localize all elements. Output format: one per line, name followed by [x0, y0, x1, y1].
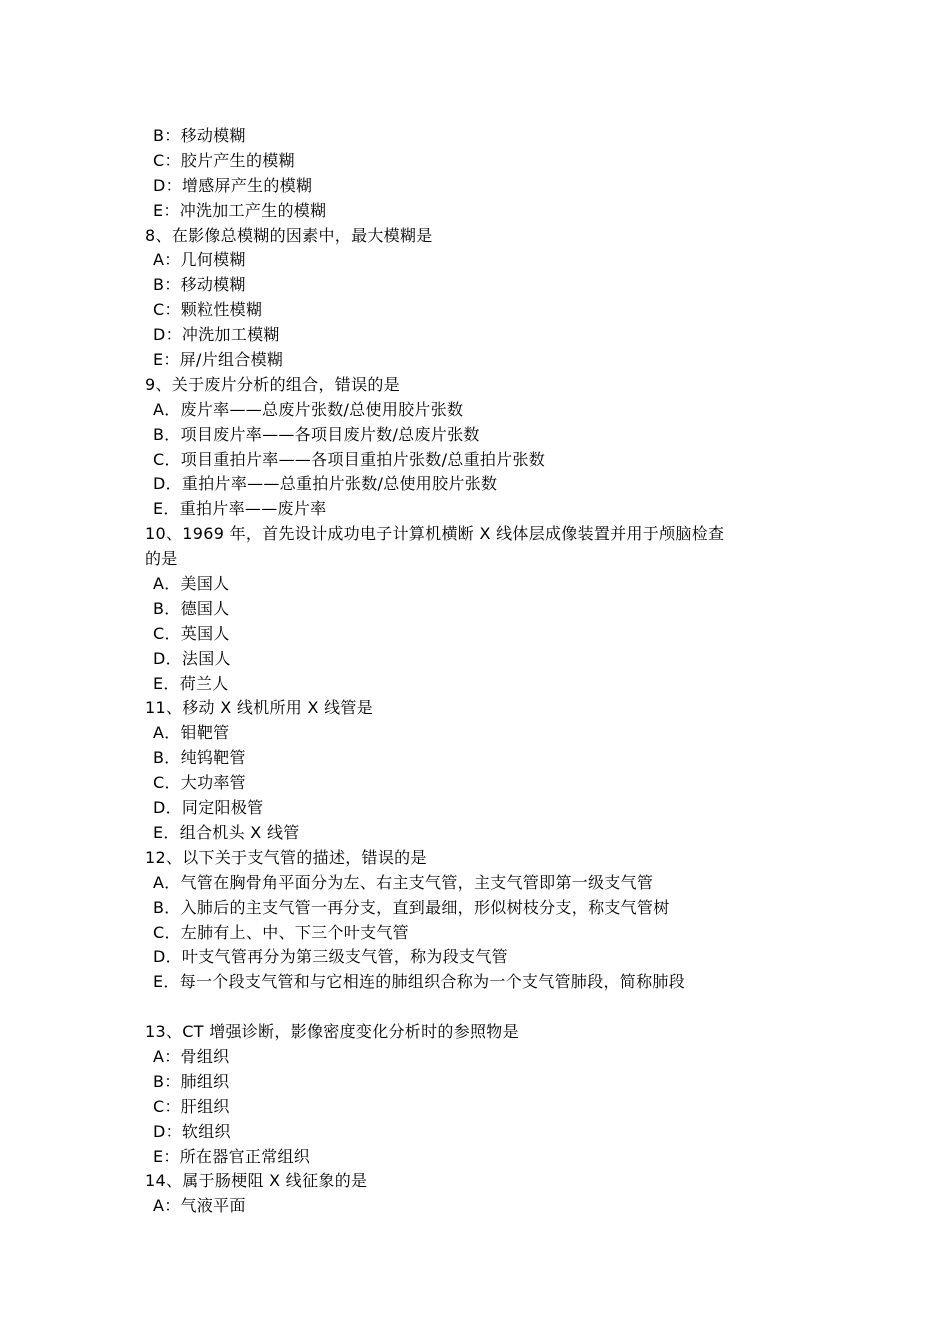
answer-option: A．美国人 [153, 574, 230, 594]
answer-option: A．废片率——总废片张数/总使用胶片张数 [153, 399, 464, 419]
question-text: 14、属于肠梗阻 X 线征象的是 [145, 1171, 368, 1191]
answer-option: D：冲洗加工模糊 [153, 325, 280, 345]
answer-option: B：肺组织 [153, 1071, 230, 1091]
answer-option: C．项目重拍片率——各项目重拍片张数/总重拍片张数 [153, 449, 546, 469]
answer-option: A：骨组织 [153, 1046, 230, 1066]
answer-option: B：移动模糊 [153, 275, 246, 295]
answer-option: E．重拍片率——废片率 [153, 499, 327, 519]
question-text: 13、CT 增强诊断，影像密度变化分析时的参照物是 [145, 1022, 519, 1042]
answer-option: C：肝组织 [153, 1096, 230, 1116]
answer-option: B．德国人 [153, 598, 230, 618]
exam-content [145, 124, 825, 1219]
answer-option: B．纯钨靶管 [153, 748, 246, 768]
answer-option: B．项目废片率——各项目废片数/总废片张数 [153, 424, 480, 444]
answer-option: E：屏/片组合模糊 [153, 350, 284, 370]
blank-line [145, 995, 825, 1020]
answer-option: D．同定阳极管 [153, 798, 264, 818]
answer-option: A：气液平面 [153, 1196, 246, 1216]
answer-option: E：冲洗加工产生的模糊 [153, 200, 327, 220]
question-text: 的是 [145, 549, 178, 569]
answer-option: C．左肺有上、中、下三个叶支气管 [153, 922, 409, 942]
answer-option: C．英国人 [153, 623, 230, 643]
answer-option: E：所在器官正常组织 [153, 1146, 311, 1166]
answer-option: E．每一个段支气管和与它相连的肺组织合称为一个支气管肺段，简称肺段 [153, 972, 686, 992]
answer-option: E．组合机头 X 线管 [153, 822, 300, 842]
answer-option: B：移动模糊 [153, 126, 246, 145]
answer-option: D：软组织 [153, 1121, 231, 1141]
answer-option: C：颗粒性模糊 [153, 300, 263, 320]
question-text: 12、以下关于支气管的描述，错误的是 [145, 847, 427, 867]
answer-option: A．气管在胸骨角平面分为左、右主支气管，主支气管即第一级支气管 [153, 872, 654, 892]
question-text: 9、关于废片分析的组合，错误的是 [145, 374, 400, 394]
question-text: 10、1969 年，首先设计成功电子计算机横断 X 线体层成像装置并用于颅脑检查 [145, 524, 725, 544]
answer-option: C：胶片产生的模糊 [153, 150, 295, 170]
answer-option: D．法国人 [153, 648, 231, 668]
answer-option: E．荷兰人 [153, 673, 229, 693]
answer-option: C．大功率管 [153, 773, 246, 793]
question-text: 11、移动 X 线机所用 X 线管是 [145, 698, 374, 718]
answer-option: D：增感屏产生的模糊 [153, 175, 313, 195]
answer-option: A．钼靶管 [153, 723, 230, 743]
answer-option: B．入肺后的主支气管一再分支，直到最细，形似树枝分支，称支气管树 [153, 897, 670, 917]
answer-option: D．叶支气管再分为第三级支气管，称为段支气管 [153, 947, 508, 967]
answer-option: A：几何模糊 [153, 250, 246, 270]
question-text: 8、在影像总模糊的因素中，最大模糊是 [145, 225, 433, 245]
answer-option: D．重拍片率——总重拍片张数/总使用胶片张数 [153, 474, 498, 494]
